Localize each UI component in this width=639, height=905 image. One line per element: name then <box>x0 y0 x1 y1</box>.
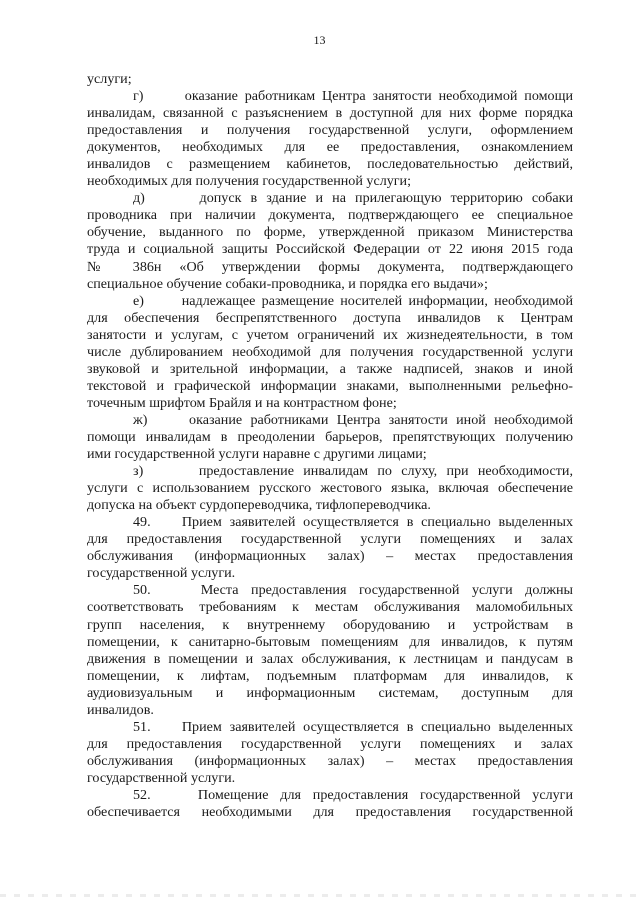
text-line: обучение, выданного по форме, утвержденной приказом Министерства <box>87 224 573 241</box>
text-line: числе дублированием необходимой для получения государственной услуги <box>87 343 573 360</box>
text-line: обслуживания (информационных залах) – местах предоставления <box>87 548 573 565</box>
text-line: г) оказание работникам Центра занятости необходимой помощи <box>133 88 573 105</box>
text-line: точечным шрифтом Брайля и на контрастном фоне; <box>87 394 397 411</box>
text-line: для обеспечения беспрепятственного доступа инвалидов к Центрам <box>87 309 573 326</box>
text-line: помещении, к санитарно-бытовым помещениям для инвалидов, к путям <box>87 633 573 650</box>
text-line: е) надлежащее размещение носителей информации, необходимой <box>133 292 573 309</box>
text-line: обеспечивается необходимыми для предоставления государственной <box>87 804 573 821</box>
text-line: допуска на объект сурдопереводчика, тифлопереводчика. <box>87 497 431 514</box>
text-line: звуковой и зрительной информации, а также надписей, знаков и иной <box>87 360 573 377</box>
text-line: з) предоставление инвалидам по слуху, при необходимости, <box>133 463 573 480</box>
text-line: ими государственной услуги наравне с другими лицами; <box>87 446 427 463</box>
text-line: помещении, к лифтам, подъемным платформам для инвалидов, к <box>87 667 573 684</box>
text-line: ж) оказание работниками Центра занятости иной необходимой <box>133 411 573 428</box>
text-line: инвалидов. <box>87 701 154 718</box>
text-line: услуги с использованием русского жестового языка, включая обеспечение <box>87 480 573 497</box>
text-line: специальное обучение собаки-проводника, и порядка его выдачи»; <box>87 275 488 292</box>
text-line: 51. Прием заявителей осуществляется в специально выделенных <box>133 718 573 735</box>
text-line: помощи инвалидам в преодолении барьеров, препятствующих получению <box>87 428 573 445</box>
text-line: необходимых для получения государственной услуги; <box>87 173 412 190</box>
text-line: государственной услуги. <box>87 565 236 582</box>
text-line: 52. Помещение для предоставления государственной услуги <box>133 786 573 803</box>
text-line: для предоставления государственной услуги помещениях и залах <box>87 735 573 752</box>
text-line: услуги; <box>87 71 132 87</box>
text-line: проводника при наличии документа, подтверждающего ее специальное <box>87 207 573 224</box>
text-line: соответствовать требованиям к местам обслуживания маломобильных <box>87 599 573 616</box>
scan-edge-artifact <box>0 894 639 897</box>
text-line: аудиовизуальным и информационным системам, доступным для <box>87 684 573 701</box>
text-line: инвалидов с размещением кабинетов, последовательностью действий, <box>87 156 573 173</box>
text-line: движения в помещении и залах обслуживания, к лестницам и пандусам в <box>87 650 573 667</box>
page-number: 13 <box>313 33 326 47</box>
text-line: для предоставления государственной услуги помещениях и залах <box>87 531 573 548</box>
text-line: инвалидам, связанной с разъяснением в доступной для них форме порядка <box>87 105 573 122</box>
text-line: текстовой и графической информации знаками, выполненными рельефно- <box>87 377 573 394</box>
text-line: № 386н «Об утверждении формы документа, подтверждающего <box>87 258 573 275</box>
text-line: занятости и услугам, с учетом ограничений их жизнедеятельности, в том <box>87 326 573 343</box>
text-line: д) допуск в здание и на прилегающую территорию собаки <box>133 190 573 207</box>
text-line: предоставления и получения государственной услуги, оформлением <box>87 122 573 139</box>
document-body <box>87 71 573 821</box>
text-line: обслуживания (информационных залах) – местах предоставления <box>87 752 573 769</box>
text-line: государственной услуги. <box>87 769 236 786</box>
text-line: 49. Прием заявителей осуществляется в специально выделенных <box>133 514 573 531</box>
text-line: 50. Места предоставления государственной услуги должны <box>133 582 573 599</box>
text-line: групп населения, к внутреннему оборудованию и устройствам в <box>87 616 573 633</box>
text-line: документов, необходимых для ее предоставления, ознакомлением <box>87 139 573 156</box>
text-line: труда и социальной защиты Российской Федерации от 22 июня 2015 года <box>87 241 573 258</box>
